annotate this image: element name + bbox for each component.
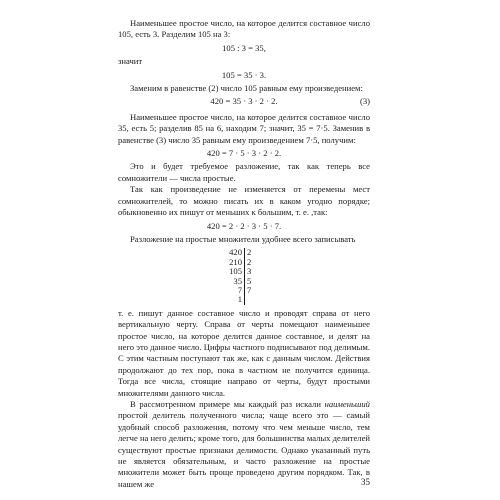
paragraph-8 xyxy=(118,399,370,490)
ladder-dividend: 105 xyxy=(224,267,245,276)
equation-5: 420 = 2 · 2 · 3 · 5 · 7. xyxy=(206,220,282,231)
ladder-dividend: 1 xyxy=(224,295,245,304)
ladder-divisor xyxy=(245,295,247,304)
ladder-divisor: 2 xyxy=(247,256,252,267)
ladder-divisor: 2 xyxy=(247,247,252,258)
ladder-dividend: 210 xyxy=(224,258,245,267)
page-number: 35 xyxy=(361,476,370,487)
ladder-divisor: 7 xyxy=(247,284,252,295)
equation-4: 420 = 7 · 5 · 3 · 2 · 2. xyxy=(206,148,282,159)
paragraph-1: Наименьшее простое число, на которое делится составное число 105, есть 3. Разделим 105 на 3: xyxy=(118,18,370,40)
paragraph-2: Заменим в равенстве (2) число 105 равным ему произведением: xyxy=(130,83,363,94)
ladder-row xyxy=(224,277,264,286)
ladder-divisor: 5 xyxy=(247,275,252,286)
equation-3: 420 = 35 · 3 · 2 · 2. xyxy=(210,96,278,107)
ladder-dividend: 7 xyxy=(224,286,245,295)
paragraph-znachit: значит xyxy=(118,56,143,67)
paragraph-8-rest: простой делитель полученного числа; чаще всего это — самый удобный способ разложения, потому что чем меньше число, тем легче на него делить; кроме того, для большинства малых делителей существуют простые признаки делимости. Однако указанный путь не является обязательным, и часто разложение на простые множители может быть проще проведено другим порядком. Так, в нашем же xyxy=(118,410,370,489)
paragraph-5: Так как произведение не изменяется от перемены мест сомножителей, то можно писать их в каком угодно порядке; обыкновенно их пишут от меньших к большим, т. е. ,так: xyxy=(118,184,370,218)
ladder-divisor: 3 xyxy=(247,266,252,277)
ladder-dividend: 35 xyxy=(224,277,245,286)
equation-2: 105 = 35 · 3. xyxy=(221,69,267,80)
emphasis-word: наименьший xyxy=(324,399,370,409)
ladder-row xyxy=(224,286,264,295)
paragraph-3: Наименьшее простое число, на которое делится составное число 35, есть 5; разделив 85 на 6, находим 7; значит, 35 = 7·5. Заменив в равенстве (3) число 35 равным ему произведением 7·5, получим: xyxy=(118,111,370,145)
factorization-ladder xyxy=(224,248,264,304)
ladder-row xyxy=(224,267,264,276)
equation-3-number: (3) xyxy=(359,96,370,107)
paragraph-8-start: В рассмотренном примере мы каждый раз искали xyxy=(130,399,321,409)
paragraph-7: т. е. пишут данное составное число и проводят справа от него вертикальную черту. Справа от черты помещают наименьшее простое число, на которое делится данное составное, и делят на него это данное число. Цифры частного подписывают под делимым. С этим частным поступают так же, как с данным числом. Действия продолжают до тех пор, пока в частном не получится единица. Тогда все числа, стоящие направо от черты, будут простыми множителями данного числа. xyxy=(118,307,370,398)
ladder-row xyxy=(224,295,264,304)
paragraph-4: Это и будет требуемое разложение, так как теперь все сомножители — числа простые. xyxy=(118,161,370,183)
equation-3-row xyxy=(118,96,370,107)
equation-1: 105 : 3 = 35, xyxy=(222,42,266,53)
paragraph-6: Разложение на простые множители удобнее всего записывать xyxy=(130,233,356,244)
ladder-dividend: 420 xyxy=(224,248,245,257)
